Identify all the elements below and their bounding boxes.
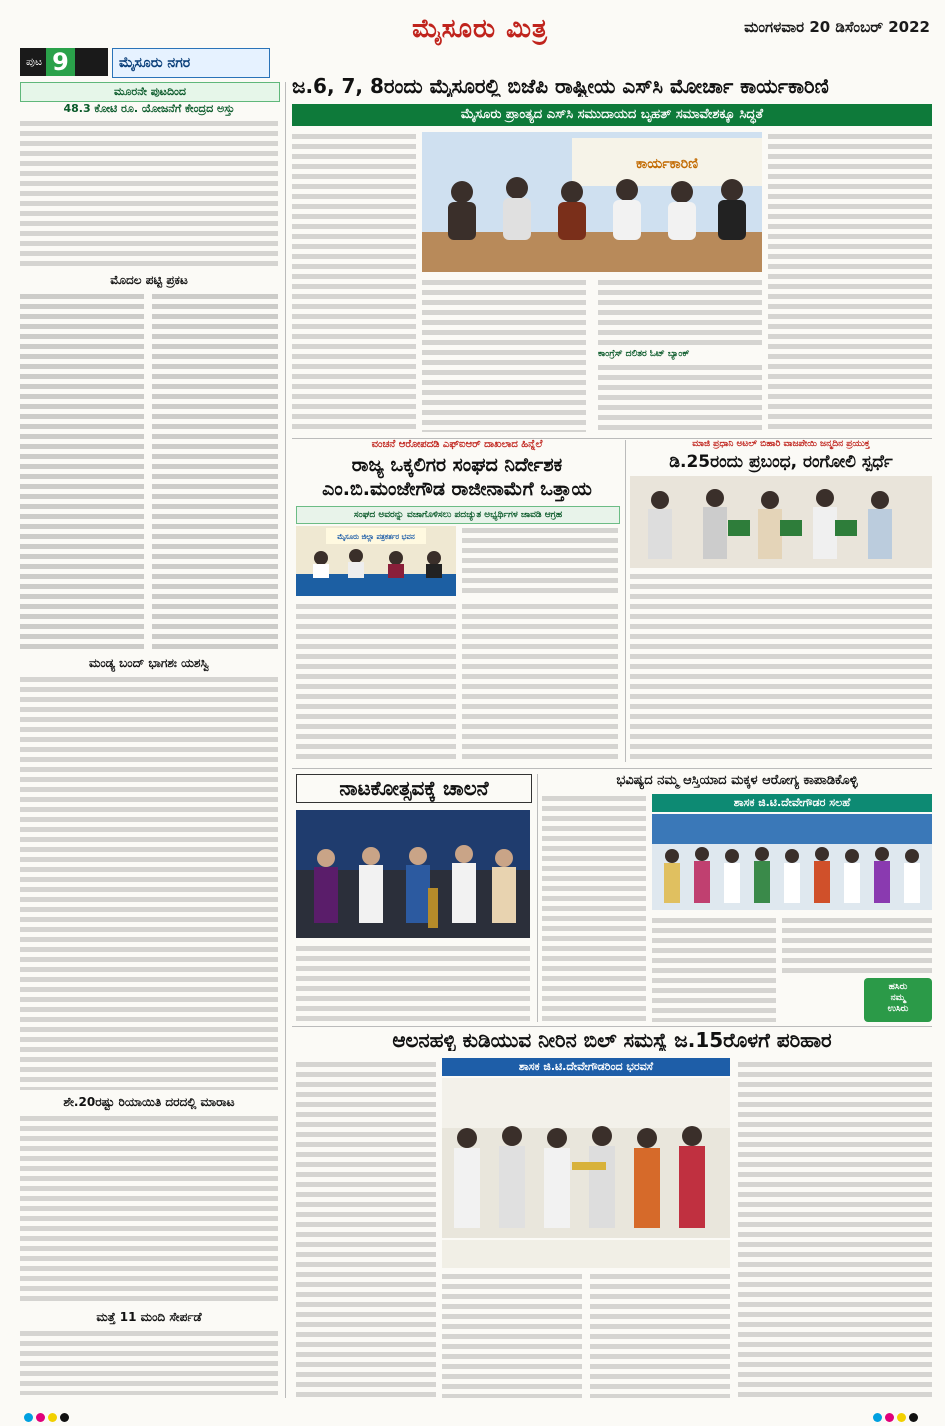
- story2-headline-1: ರಾಜ್ಯ ಒಕ್ಕಲಿಗರ ಸಂಘದ ನಿರ್ದೇಶಕ: [351, 454, 563, 476]
- lead-photo: [422, 132, 762, 272]
- lead-body-col-2: [422, 278, 586, 432]
- green-slogan-badge: [864, 978, 932, 1022]
- story6-body-col-4: [738, 1060, 932, 1398]
- story2-kicker: ವಂಚನೆ ಆರೋಪದಡಿ ಎಫ್‌ಐಆರ್ ದಾಖಲಾದ ಹಿನ್ನೆಲೆ: [371, 439, 543, 450]
- story5-body-col-2: [652, 916, 776, 1022]
- list-headline: ಮೊದಲ ಪಟ್ಟಿ ಪ್ರಕಟ: [110, 273, 188, 287]
- story3-body: [630, 572, 932, 762]
- sale-body: [20, 1114, 278, 1304]
- candidate-list-col-1: [20, 292, 144, 652]
- story4-headline: ನಾಟಕೋತ್ಸವಕ್ಕೆ ಚಾಲನೆ: [296, 774, 532, 803]
- bandh-body: [20, 675, 278, 1090]
- left-headline: 48.3 ಕೋಟಿ ರೂ. ಯೋಜನೆಗೆ ಕೇಂದ್ರದ ಅಸ್ತು: [63, 102, 235, 115]
- story2-body-col-2: [462, 602, 618, 762]
- story2-subbar: ಸಂಘದ ಅವರನ್ನು ವಜಾಗೊಳಿಸಲು ಪದಚ್ಯುತ ಅಭ್ಯರ್ಥಿಗಳ ಜಾವಡಿ ಆಗ್ರಹ: [296, 506, 620, 524]
- story2-body-col-1: [296, 602, 456, 762]
- print-registration-marks: [0, 1408, 945, 1424]
- story5-body-col-1: [542, 794, 646, 1022]
- story2-headline-2: ಎಂ.ಬಿ.ಮಂಜೇಗೌಡ ರಾಜೀನಾಮೆಗೆ ಒತ್ತಾಯ: [322, 478, 592, 500]
- lead-subhead: ಮೈಸೂರು ಪ್ರಾಂತ್ಯದ ಎಸ್‌ಸಿ ಸಮುದಾಯದ ಬೃಹತ್ ಸಮಾವೇಶಕ್ಕೂ ಸಿದ್ಧತೆ: [292, 104, 932, 126]
- left-body-1: [20, 119, 278, 271]
- page-number-box: [20, 48, 108, 76]
- registration-dots-left: [24, 1407, 72, 1426]
- badge-line-1: ಹಸಿರು: [888, 982, 908, 992]
- story6-body-col-3: [590, 1272, 730, 1398]
- newspaper-logo: ಮೈಸೂರು ಮಿತ್ರ: [412, 14, 548, 44]
- continued-kicker: ಮೂರನೇ ಪುಟದಿಂದ: [20, 82, 280, 102]
- lead-body-col-1: [292, 132, 416, 432]
- registration-dots-right: [873, 1407, 921, 1426]
- story6-body-col-2: [442, 1272, 582, 1398]
- page-label: ಪುಟ: [26, 55, 43, 68]
- story2-body-top: [462, 526, 618, 596]
- masthead: [0, 0, 945, 78]
- story5-body-col-3: [782, 916, 932, 976]
- badge-line-3: ಉಸಿರು: [887, 1004, 909, 1014]
- story6-subbar: ಶಾಸಕ ಜಿ.ಟಿ.ದೇವೇಗೌಡರಿಂದ ಭರವಸೆ: [442, 1058, 730, 1076]
- more-headline: ಮತ್ತೆ 11 ಮಂದಿ ಸೇರ್ಪಡೆ: [96, 1310, 202, 1324]
- issue-date: ಮಂಗಳವಾರ 20 ಡಿಸೆಂಬರ್ 2022: [744, 18, 930, 36]
- story6-headline: ಆಲನಹಳ್ಳಿ ಕುಡಿಯುವ ನೀರಿನ ಬಿಲ್ ಸಮಸ್ಯೆ ಜ.15ರೊಳಗೆ ಪರಿಹಾರ: [392, 1030, 832, 1051]
- candidate-list-col-2: [152, 292, 278, 652]
- story6-caption: [442, 1240, 730, 1268]
- lead-photo-banner-text: ಕಾರ್ಯಕಾರಿಣಿ: [635, 156, 699, 172]
- section-title: ಮೈಸೂರು ನಗರ: [112, 48, 270, 78]
- lead-body-col-3a: [598, 278, 762, 348]
- story5-photo: [652, 814, 932, 910]
- story4-body: [296, 944, 530, 1022]
- story6-body-col-1: [296, 1060, 436, 1398]
- story6-photo: [442, 1078, 730, 1238]
- lead-body-col-3b: [598, 363, 762, 432]
- bandh-headline: ಮಂಡ್ಯ ಬಂದ್ ಭಾಗಶಃ ಯಶಸ್ವಿ: [88, 656, 210, 670]
- story3-headline: ಡಿ.25ರಂದು ಪ್ರಬಂಧ, ರಂಗೋಲಿ ಸ್ಪರ್ಧೆ: [669, 452, 893, 472]
- story2-photo-banner: ಮೈಸೂರು ಜಿಲ್ಲಾ ಪತ್ರಕರ್ತರ ಭವನ: [337, 533, 415, 541]
- badge-line-2: ನಮ್ಮ: [890, 993, 906, 1003]
- sale-headline: ಶೇ.20ರಷ್ಟು ರಿಯಾಯಿತಿ ದರದಲ್ಲಿ ಮಾರಾಟ: [63, 1095, 235, 1109]
- lead-crosshead: ಕಾಂಗ್ರೆಸ್ ದಲಿತರ ಓಟ್ ಬ್ಯಾಂಕ್: [598, 349, 690, 359]
- story2-photo: [296, 526, 456, 596]
- lead-body-col-4: [768, 132, 932, 432]
- story5-headline: ಭವಿಷ್ಯದ ನಮ್ಮ ಆಸ್ತಿಯಾದ ಮಕ್ಕಳ ಆರೋಗ್ಯ ಕಾಪಾಡಿಕೊಳ್ಳಿ: [616, 773, 858, 788]
- story3-kicker: ಮಾಜಿ ಪ್ರಧಾನಿ ಅಟಲ್ ಬಿಹಾರಿ ವಾಜಪೇಯಿ ಜನ್ಮದಿನ ಪ್ರಯುಕ್ತ: [692, 439, 870, 449]
- more-body: [20, 1329, 278, 1395]
- story5-subbar: ಶಾಸಕ ಜಿ.ಟಿ.ದೇವೇಗೌಡರ ಸಲಹೆ: [652, 794, 932, 812]
- story3-photo: [630, 476, 932, 568]
- story4-photo: [296, 810, 530, 938]
- lead-headline: ಜ.6, 7, 8ರಂದು ಮೈಸೂರಲ್ಲಿ ಬಿಜೆಪಿ ರಾಷ್ಟ್ರೀಯ ಎಸ್‌ಸಿ ಮೋರ್ಚಾ ಕಾರ್ಯಕಾರಿಣಿ: [292, 76, 829, 97]
- page-number: 9: [46, 48, 75, 76]
